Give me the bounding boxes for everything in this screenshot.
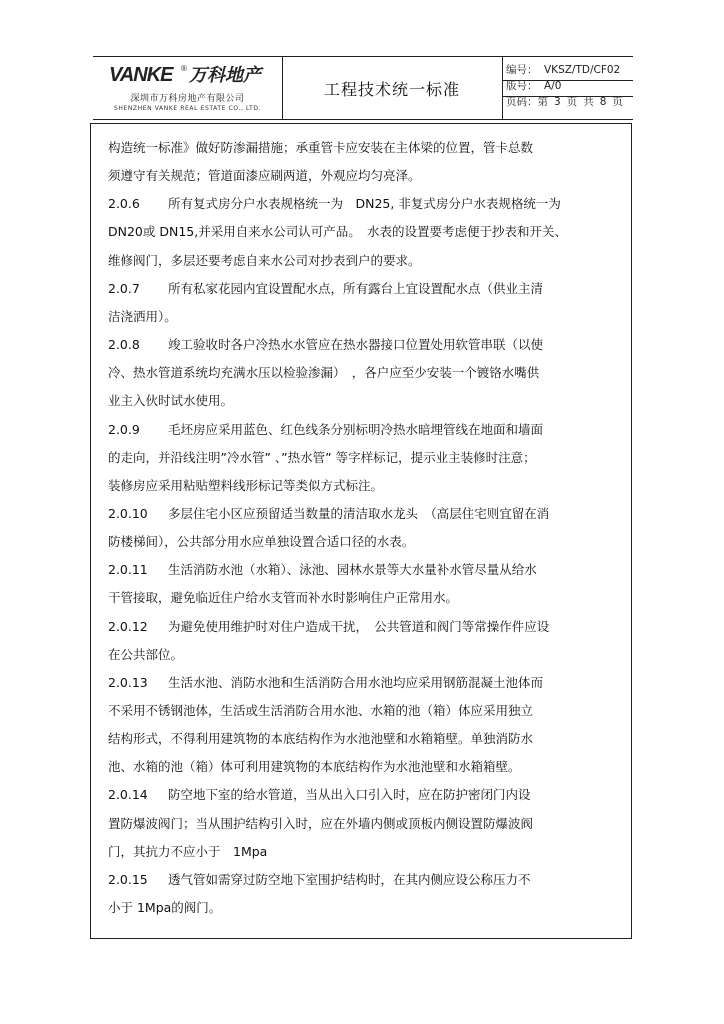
body-line — [108, 307, 177, 327]
body-line — [108, 814, 533, 834]
clause-text: 不采用不锈钢池体，生活或生活消防合用水池、水箱的池（箱）体应采用独立 — [108, 703, 534, 718]
body-line — [108, 391, 233, 411]
body-line — [108, 138, 533, 158]
svg-text:®: ® — [181, 64, 187, 73]
body-line — [108, 279, 543, 299]
clause-text: 生活水池、消防水池和生活消防合用水池均应采用钢筋混凝土池体而 — [168, 674, 544, 690]
body-line — [108, 870, 531, 890]
body-line — [108, 673, 543, 693]
svg-text:VANKE: VANKE — [109, 64, 173, 86]
body-line — [108, 420, 543, 440]
clause-text: 干管接取，避免临近住户给水支管而补水时影响住户正常用水。 — [108, 590, 459, 606]
page-current: 3 — [554, 96, 561, 108]
page-suffix: 页 — [612, 96, 623, 108]
body-line — [108, 701, 533, 721]
body-line — [108, 842, 267, 862]
body-line — [108, 532, 414, 552]
body-line — [108, 476, 383, 496]
body-line — [108, 166, 421, 186]
clause-text: 的走向，并沿线注明”冷水管” 、”热水管” 等字样标记，提示业主装修时注意； — [108, 449, 536, 465]
body-line — [108, 617, 549, 637]
clause-text: 防楼梯间），公共部分用水应单独设置合适口径的水表。 — [108, 534, 415, 550]
page-total-label: 共 — [583, 96, 594, 108]
svg-text:万科地产: 万科地产 — [189, 65, 261, 86]
clause-text: 构造统一标准》做好防渗漏措施；承重管卡应安装在主体梁的位置，管卡总数 — [108, 140, 534, 155]
clause-number: 2.0.15 — [108, 871, 148, 887]
page-total: 8 — [599, 96, 607, 108]
clause-text: 洁浇洒用）。 — [108, 308, 177, 324]
clause-text: 生活消防水池（水箱）、泳池、园林水景等大水量补水管尽量从给水 — [168, 562, 537, 578]
clause-text: 所有私家花园内宜设置配水点，所有露台上宜设置配水点（供业主清 — [168, 280, 544, 296]
header-bottom-rule — [93, 119, 633, 120]
clause-number: 2.0.7 — [108, 280, 140, 296]
code-row — [506, 62, 629, 78]
clause-number: 2.0.8 — [108, 337, 140, 353]
document-title: 工程技术统一标准 — [323, 80, 460, 99]
clause-number: 2.0.9 — [108, 421, 140, 437]
document-header — [93, 56, 633, 120]
body-line — [108, 335, 543, 355]
clause-text: 多层住宅小区应预留适当数量的清洁取水龙头 （高层住宅则宜留在消 — [168, 505, 550, 521]
clause-text: 业主入伙时试水使用。 — [108, 393, 234, 409]
clause-text: 置防爆波阀门；当从围护结构引入时，应在外墙内侧或顶板内侧设置防爆波阀 — [108, 815, 534, 831]
code-label: 编号： — [506, 64, 538, 76]
vanke-logo — [107, 60, 283, 86]
header-top-rule — [93, 56, 633, 57]
clause-number: 2.0.13 — [108, 674, 148, 690]
clause-text: 所有复式房分户水表规格统一为 DN25, 非复式房分户水表规格统一为 — [168, 196, 561, 212]
body-line — [108, 757, 521, 777]
body-line — [108, 588, 458, 608]
version-value: A/0 — [544, 80, 562, 92]
clause-text: 装修房应采用粘贴塑料线形标记等类似方式标注。 — [108, 477, 384, 493]
header-divider — [502, 56, 503, 120]
company-name-cn: 深圳市万科房地产有限公司 — [130, 94, 245, 104]
page-label: 页码：第 — [506, 96, 548, 108]
clause-text: 为避免使用维护时对住户造成干扰， 公共管道和阀门等常操作件应设 — [168, 618, 550, 634]
version-label: 版号： — [506, 80, 538, 92]
meta-rule — [502, 96, 633, 97]
clause-text: 竣工验收时各户冷热水水管应在热水器接口位置处用软管串联（以使 — [168, 337, 544, 353]
clause-text: 小于 1Mpa的阀门。 — [108, 900, 222, 916]
clause-text: 门，其抗力不应小于 1Mpa — [108, 843, 268, 859]
clause-text: 维修阀门，多层还要考虑自来水公司对抄表到户的要求。 — [108, 252, 421, 268]
body-line — [108, 222, 567, 242]
body-line — [108, 898, 221, 918]
clause-number: 2.0.14 — [108, 787, 148, 803]
page-mid: 页 — [566, 96, 578, 108]
clause-text: 防空地下室的给水管道，当从出入口引入时，应在防护密闭门内设 — [168, 787, 531, 803]
clause-text: 池、水箱的池（箱）体可利用建筑物的本底结构作为水池池壁和水箱箱壁。 — [108, 759, 521, 775]
body-line — [108, 194, 561, 214]
body-line — [108, 729, 533, 749]
company-name-en: SHENZHEN VANKE REAL ESTATE CO., LTD. — [113, 105, 262, 112]
clause-text: 冷、热水管道系统均充满水压以检验渗漏） ，各户应至少安装一个镀铬水嘴供 — [108, 365, 540, 381]
clause-number: 2.0.11 — [108, 562, 148, 578]
body-line — [108, 560, 537, 580]
clause-text: 毛坯房应采用蓝色、红色线条分别标明冷热水暗埋管线在地面和墙面 — [168, 421, 544, 437]
clause-text: 透气管如需穿过防空地下室围护结构时，在其内侧应设公称压力不 — [168, 871, 531, 887]
body-line — [108, 251, 421, 271]
code-value: VKSZ/TD/CF02 — [544, 64, 621, 76]
clause-number: 2.0.6 — [108, 196, 140, 212]
clause-number: 2.0.10 — [108, 505, 148, 521]
body-line — [108, 504, 549, 524]
body-line — [108, 448, 536, 468]
clause-text: 在公共部位。 — [108, 646, 184, 662]
body-line — [108, 645, 183, 665]
document-meta — [506, 62, 629, 110]
clause-text: DN20或 DN15,并采用自来水公司认可产品。 水表的设置要考虑便于抄表和开关、 — [108, 224, 567, 240]
body-line — [108, 363, 539, 383]
clause-text: 须遵守有关规范；管道面漆应刷两道，外观应均匀亮泽。 — [108, 168, 421, 184]
meta-rule — [502, 80, 633, 81]
body-line — [108, 785, 531, 805]
clause-number: 2.0.12 — [108, 618, 148, 634]
clause-text: 结构形式，不得利用建筑物的本底结构作为水池池壁和水箱箱壁。单独消防水 — [108, 731, 534, 747]
